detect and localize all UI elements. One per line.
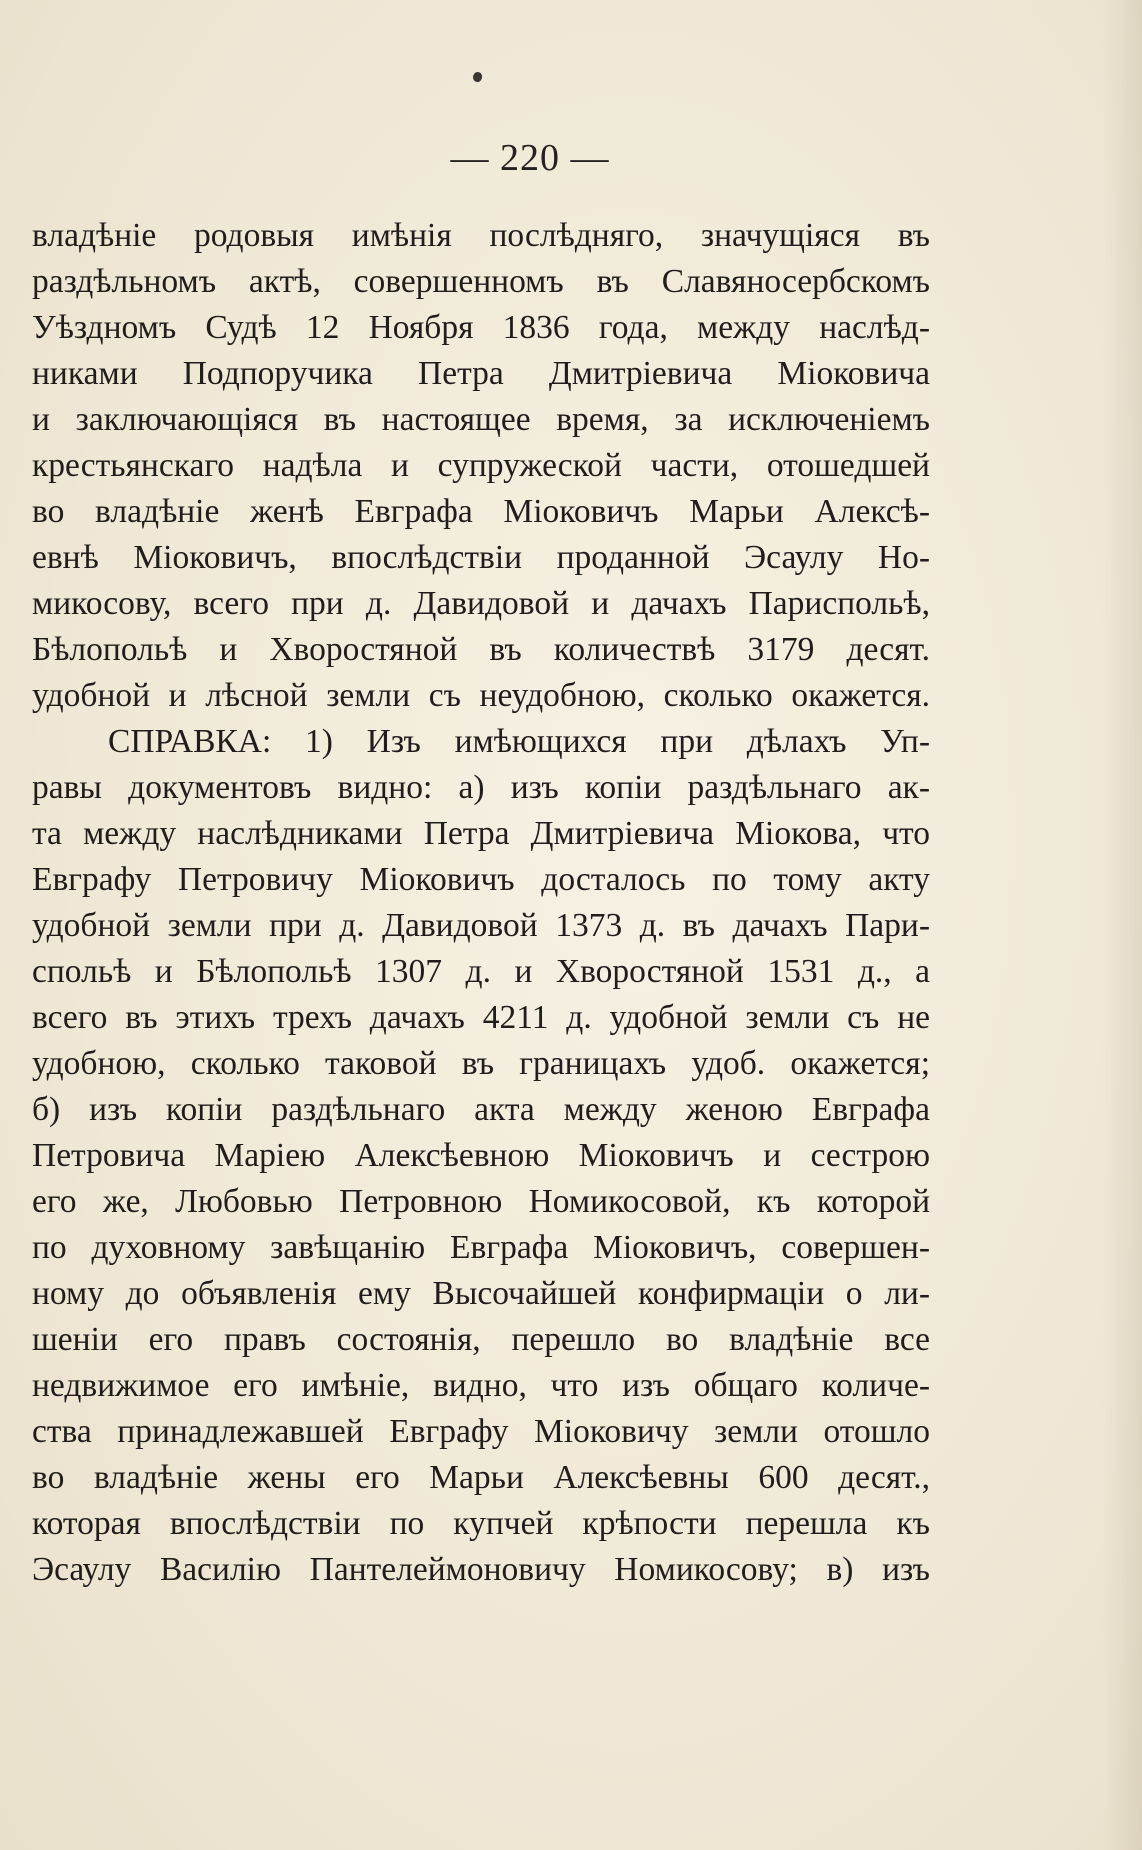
text-line: никами Подпоручика Петра Дмитріевича Міоковича [32,355,930,392]
text-line: евнѣ Міоковичъ, впослѣдствіи проданной Эсаулу Но- [32,539,930,576]
text-line: Петровича Маріею Алексѣевною Міоковичъ и сестрою [32,1137,930,1174]
text-line: раздѣльномъ актѣ, совершенномъ въ Славяносербскомъ [32,263,930,300]
text-line: во владѣніе женѣ Евграфа Міоковичъ Марьи Алексѣ- [32,493,930,530]
text-line: владѣніе родовыя имѣнія послѣдняго, значущіяся въ [32,217,930,254]
text-line: по духовному завѣщанію Евграфа Міоковичъ, совершен- [32,1229,930,1266]
text-line: удобной и лѣсной земли съ неудобною, сколько окажется. [32,677,930,714]
text-line: и заключающіяся въ настоящее время, за исключеніемъ [32,401,930,438]
page-number: — 220 — [450,137,610,179]
text-line: ному до объявленія ему Высочайшей конфирмаціи о ли- [32,1275,930,1312]
text-line: которая впослѣдствіи по купчей крѣпости перешла къ [32,1505,930,1542]
ink-speck [472,71,484,83]
text-line: Бѣлопольѣ и Хворостяной въ количествѣ 3179 десят. [32,631,930,668]
text-line: удобною, сколько таковой въ границахъ удоб. окажется; [32,1045,930,1082]
text-line: его же, Любовью Петровною Номикосовой, къ которой [32,1183,930,1220]
text-line: крестьянскаго надѣла и супружеской части, отошедшей [32,447,930,484]
text-line: микосову, всего при д. Давидовой и дачахъ Париспольѣ, [32,585,930,622]
text-line: б) изъ копіи раздѣльнаго акта между женою Евграфа [32,1091,930,1128]
text-line: во владѣніе жены его Марьи Алексѣевны 600 десят., [32,1459,930,1496]
text-line: удобной земли при д. Давидовой 1373 д. въ дачахъ Пари- [32,907,930,944]
paragraph-start-line: СПРАВКА: 1) Изъ имѣющихся при дѣлахъ Уп- [108,723,930,760]
text-line: равы документовъ видно: а) изъ копіи раздѣльнаго ак- [32,769,930,806]
text-line: спольѣ и Бѣлопольѣ 1307 д. и Хворостяной 1531 д., а [32,953,930,990]
body-text [32,213,930,1593]
text-line: Евграфу Петровичу Міоковичъ досталось по тому акту [32,861,930,898]
page-gutter-shadow [1102,0,1142,1850]
text-line: Эсаулу Василію Пантелеймоновичу Номикосову; в) изъ [32,1551,930,1588]
text-line: та между наслѣдниками Петра Дмитріевича Міокова, что [32,815,930,852]
text-line: ства принадлежавшей Евграфу Міоковичу земли отошло [32,1413,930,1450]
text-line: всего въ этихъ трехъ дачахъ 4211 д. удобной земли съ не [32,999,930,1036]
text-line: Уѣздномъ Судѣ 12 Ноября 1836 года, между наслѣд- [32,309,930,346]
text-line: шеніи его правъ состоянія, перешло во владѣніе все [32,1321,930,1358]
text-line: недвижимое его имѣніе, видно, что изъ общаго количе- [32,1367,930,1404]
